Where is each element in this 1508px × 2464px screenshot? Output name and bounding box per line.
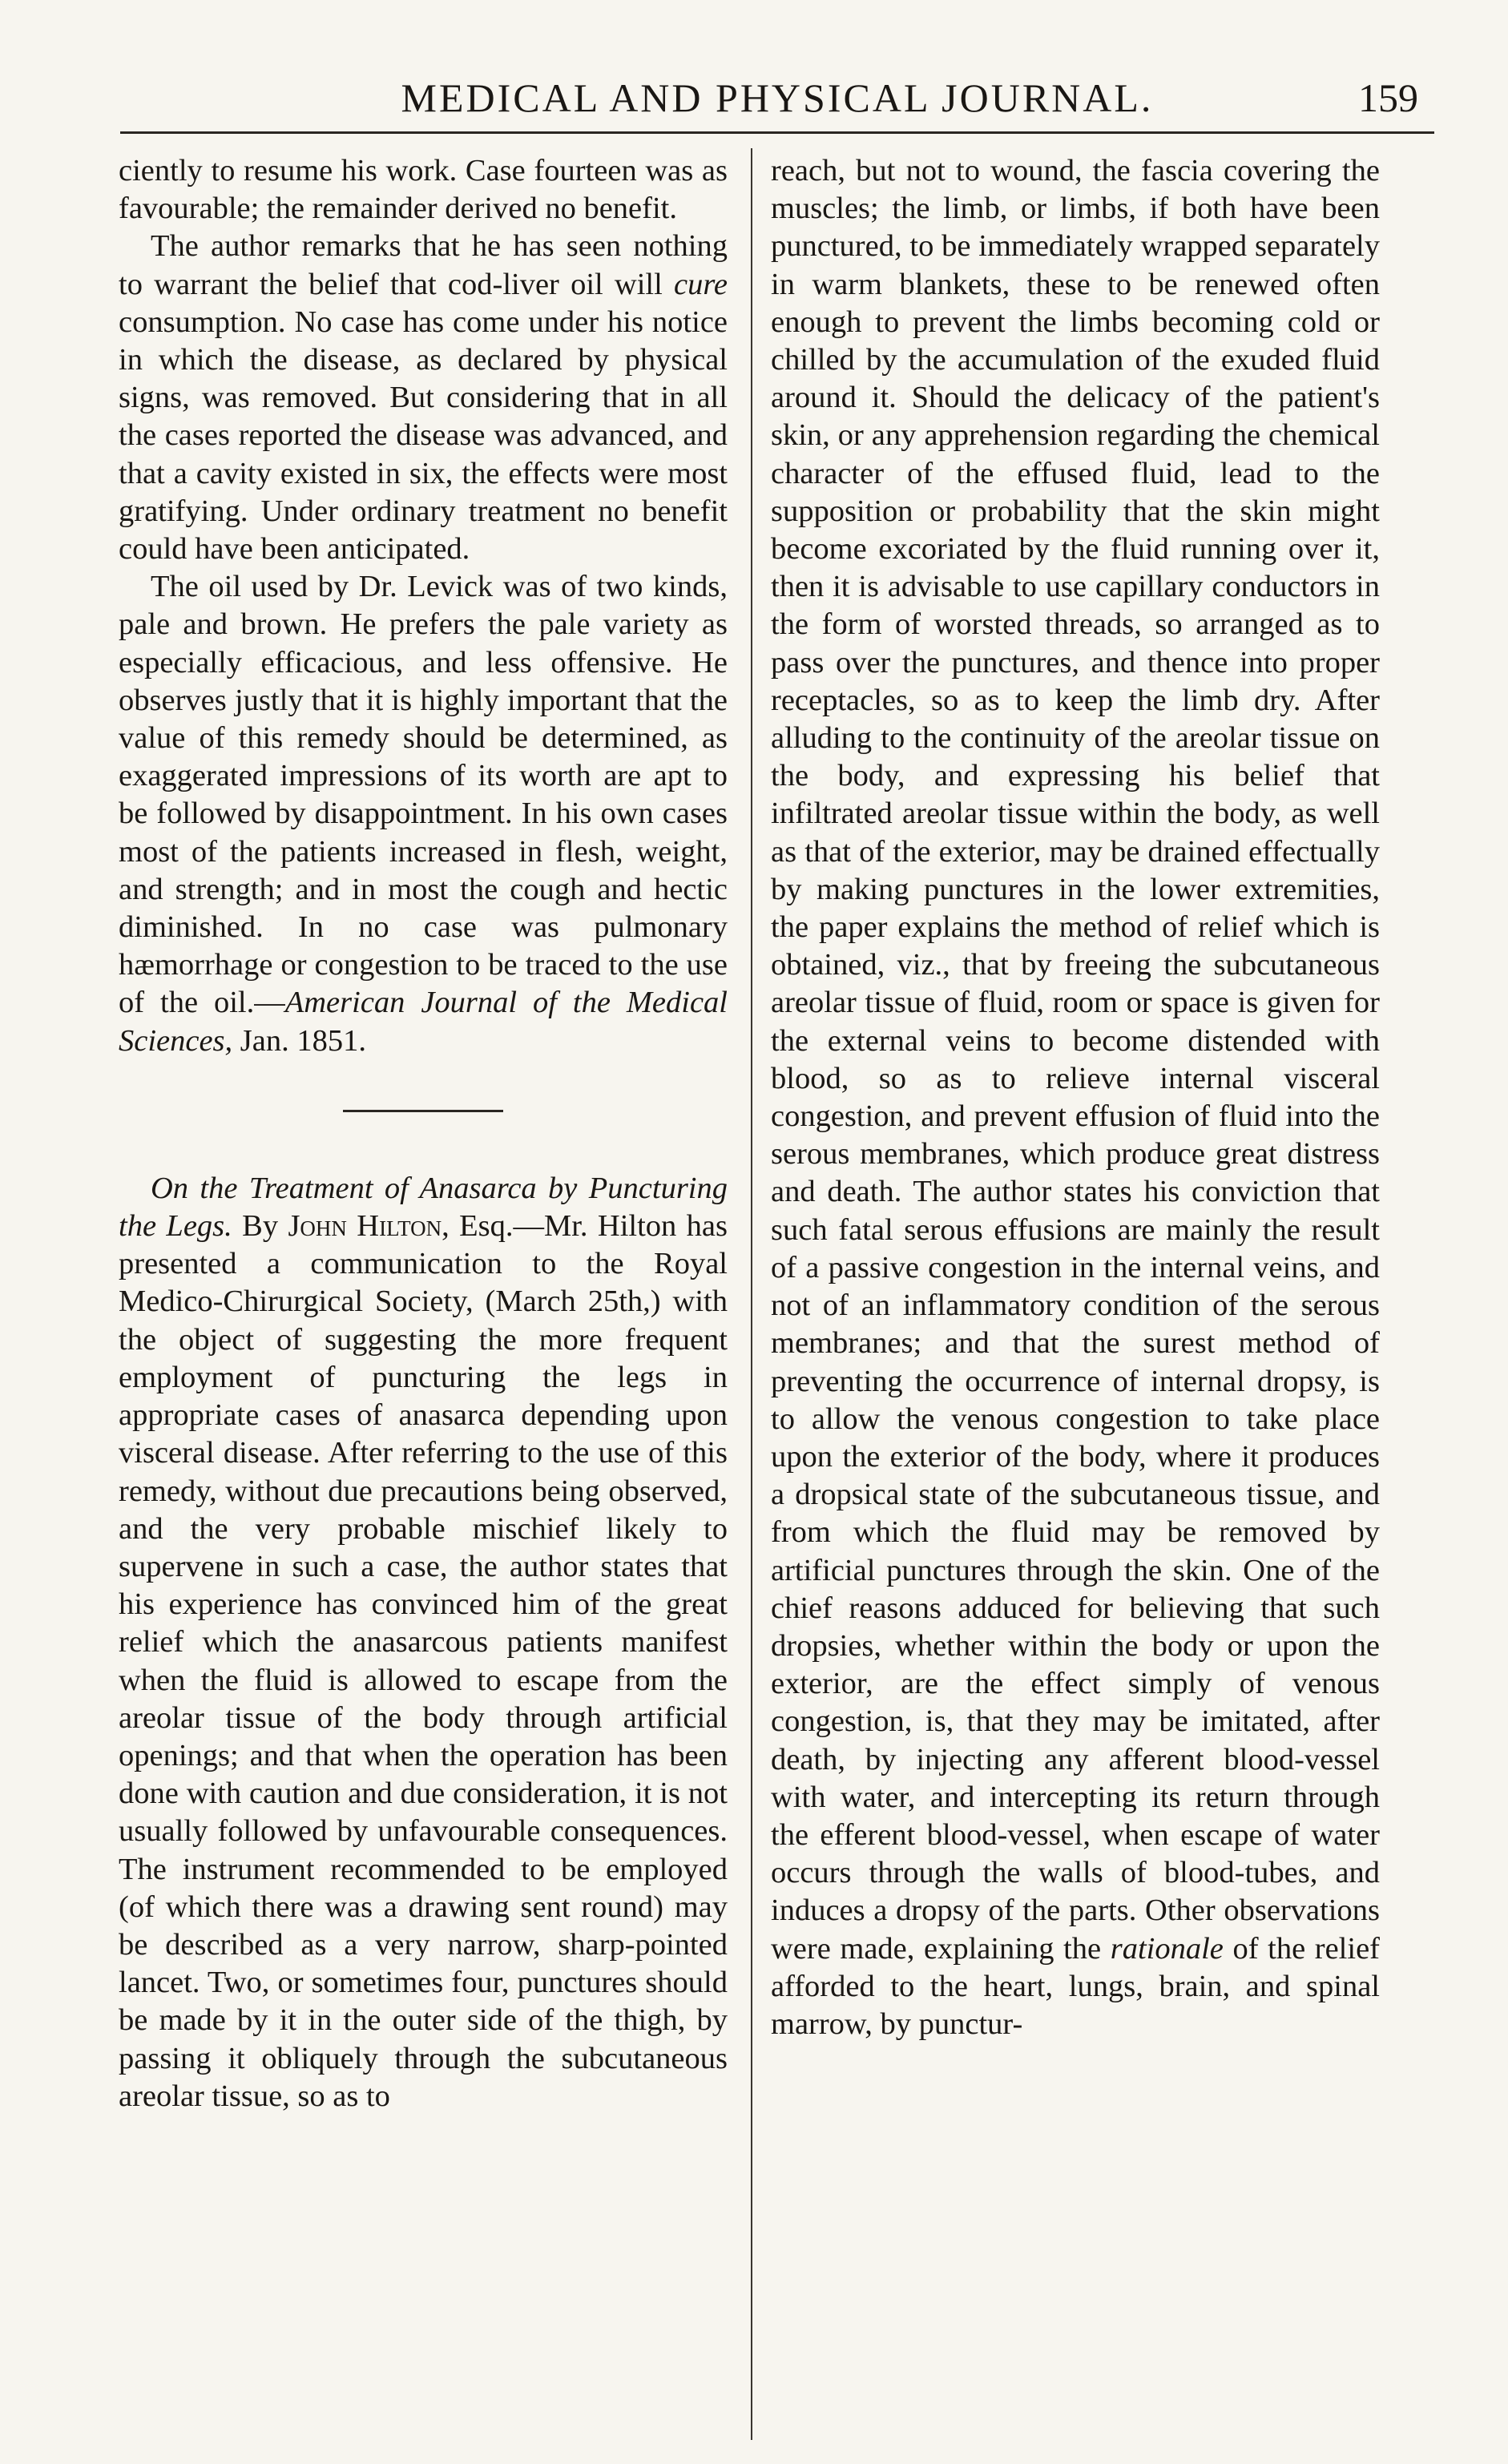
column-divider: [751, 148, 752, 2440]
text-run: of the relief afforded to the heart, lungs, brain, and spinal marrow, by punctur-: [771, 1931, 1380, 2041]
section-divider: [343, 1110, 503, 1112]
paragraph-continued: ciently to resume his work. Case fourteen was as favourable; the remainder derived no benefit.: [119, 154, 728, 226]
header-rule: [120, 131, 1434, 134]
byline-prefix: By: [232, 1209, 288, 1244]
text-run: Esq.—Mr. Hilton has presented a communication to the Royal Medico-Chirurgical Society, (March 25th,) with the object of suggesting the more frequent employment of puncturing the legs in appropriate cases of anasarca depending upon visceral disease. After referring to the use of this remedy, without due precautions being observed, and the very probable mischief likely to supervene in such a case, the author states that his experience has convinced him of the great relief which the anasarcous patients manifest when the fluid is allowed to escape from the areolar tissue of the body through artificial openings; and that when the operation has been done with caution and due consideration, it is not usually followed by unfavourable consequences. The instrument recommended to be employed (of which there was a drawing sent round) may be described as a very narrow, sharp-pointed lancet. Two, or sometimes four, punctures should be made by it in the outer side of the thigh, by passing it obliquely through the subcutaneous areolar tissue, so as to: [119, 1209, 728, 2113]
right-column: [771, 152, 1380, 2043]
text-run: The author remarks that he has seen nothing to warrant the belief that cod-liver oil will: [119, 229, 728, 301]
article-author: John Hilton,: [288, 1209, 450, 1244]
citation-date: Jan. 1851.: [232, 1023, 366, 1058]
left-column: [119, 152, 728, 2115]
running-header: [120, 74, 1434, 130]
paragraph-cod-liver-oil: [119, 228, 728, 568]
text-run: The oil used by Dr. Levick was of two kinds, pale and brown. He prefers the pale variety as especially efficacious, and less offensive. He observes justly that it is highly important that the value of this remedy should be determined, as exaggerated impressions of its worth are apt to be followed by disappointment. In his own cases most of the patients increased in flesh, weight, and strength; and in most the cough and hectic diminished. In no case was pulmonary hæmorrhage or congestion to be traced to the use of the oil.—: [119, 570, 728, 1020]
paragraph-anasarca-article: [119, 1170, 728, 2115]
journal-title: MEDICAL AND PHYSICAL JOURNAL.: [401, 75, 1154, 120]
emphasis-rationale: rationale: [1110, 1931, 1224, 1966]
source-citation: American Journal of the Medical Sciences,: [119, 986, 728, 1058]
text-run: consumption. No case has come under his notice in which the disease, as declared by physical signs, was removed. But considering that in all the cases reported the disease was advanced, and that a cavity existed in six, the effects were most gratifying. Under ordinary treatment no benefit could have been anticipated.: [119, 304, 728, 567]
paragraph-oil-kinds: [119, 568, 728, 1060]
page-number: 159: [1358, 75, 1418, 120]
article-title: On the Treatment of Anasarca by Puncturing the Legs.: [119, 1171, 728, 1244]
paragraph-continued-right: [771, 152, 1380, 2043]
text-run: reach, but not to wound, the fascia covering the muscles; the limb, or limbs, if both have been punctured, to be immediately wrapped separately in warm blankets, these to be renewed often enough to prevent the limbs becoming cold or chilled by the accumulation of the exuded fluid around it. Should the delicacy of the patient's skin, or any apprehension regarding the chemical character of the effused fluid, lead to the supposition or probability that the skin might become excoriated by the fluid running over it, then it is advisable to use capillary conductors in the form of worsted threads, so arranged as to pass over the punctures, and thence into proper receptacles, so as to keep the limb dry. After alluding to the continuity of the areolar tissue on the body, and expressing his belief that infiltrated areolar tissue within the body, as well as that of the exterior, may be drained effectually by making punctures in the lower extremities, the paper explains the method of relief which is obtained, viz., that by freeing the subcutaneous areolar tissue of fluid, room or space is given for the external veins to become distended with blood, so as to relieve internal visceral congestion, and prevent effusion of fluid into the serous membranes, which produce great distress and death. The author states his conviction that such fatal serous effusions are mainly the result of a passive congestion in the internal veins, and not of an inflammatory condition of the serous membranes; and that the surest method of preventing the occurrence of internal dropsy, is to allow the venous congestion to take place upon the exterior of the body, where it produces a dropsical state of the subcutaneous tissue, and from which the fluid may be removed by artificial punctures through the skin. One of the chief reasons adduced for believing that such dropsies, whether within the body or upon the exterior, are the effect simply of venous congestion, is, that they may be imitated, after death, by injecting any afferent blood-vessel with water, and intercepting its return through the efferent blood-vessel, when escape of water occurs through the walls of blood-tubes, and induces a dropsy of the parts. Other observations were made, explaining the: [771, 154, 1380, 1966]
emphasis-cure: cure: [674, 267, 728, 301]
